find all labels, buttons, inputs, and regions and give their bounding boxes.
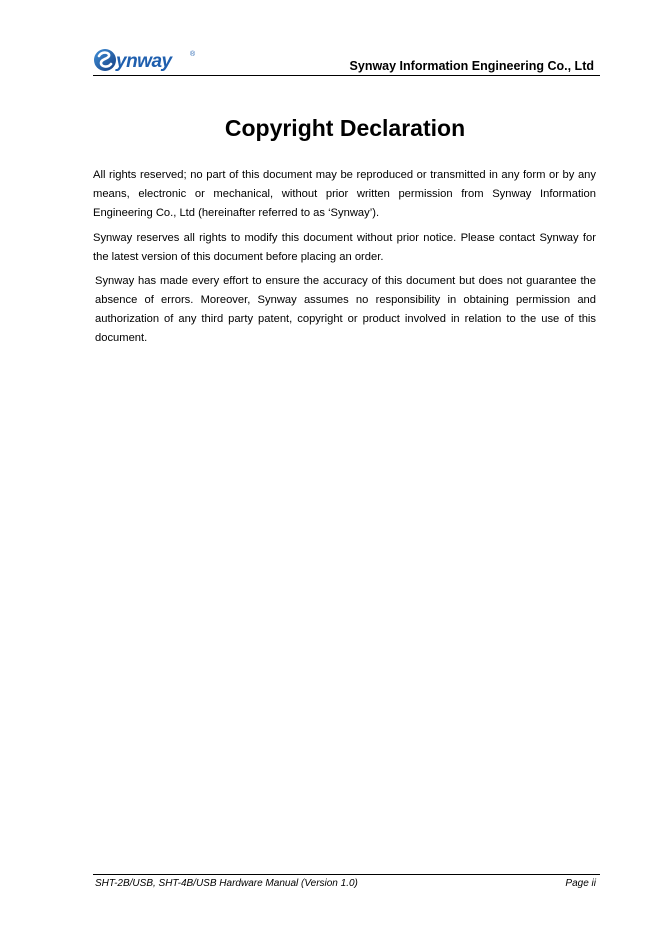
page-footer [93, 874, 600, 889]
paragraph-modify: Synway reserves all rights to modify this document without prior notice. Please contact Synway for the latest version of this document before placing an order. [93, 232, 596, 263]
page-header [93, 42, 600, 76]
paragraph-accuracy: Synway has made every effort to ensure the accuracy of this document but does not guarantee the absence of errors. Moreover, Synway assumes no responsibility in obtaining permission and authorization of any third party patent, copyright or product involved in relation to the use of this document. [95, 275, 596, 344]
logo-registered-mark: ® [190, 51, 196, 58]
paragraph-rights: All rights reserved; no part of this document may be reproduced or transmitted in any form or by any means, electronic or mechanical, without prior written permission from Synway Information Engineering Co., Ltd (hereinafter referred to as ‘Synway’). [93, 169, 596, 219]
page-title: Copyright Declaration [224, 115, 466, 141]
logo-wordmark: ynway [116, 51, 172, 72]
company-name: Synway Information Engineering Co., Ltd [349, 59, 594, 73]
page-number: Page ii [565, 878, 596, 889]
synway-logo [93, 45, 205, 73]
manual-title: SHT-2B/USB, SHT-4B/USB Hardware Manual (Version 1.0) [95, 878, 358, 889]
